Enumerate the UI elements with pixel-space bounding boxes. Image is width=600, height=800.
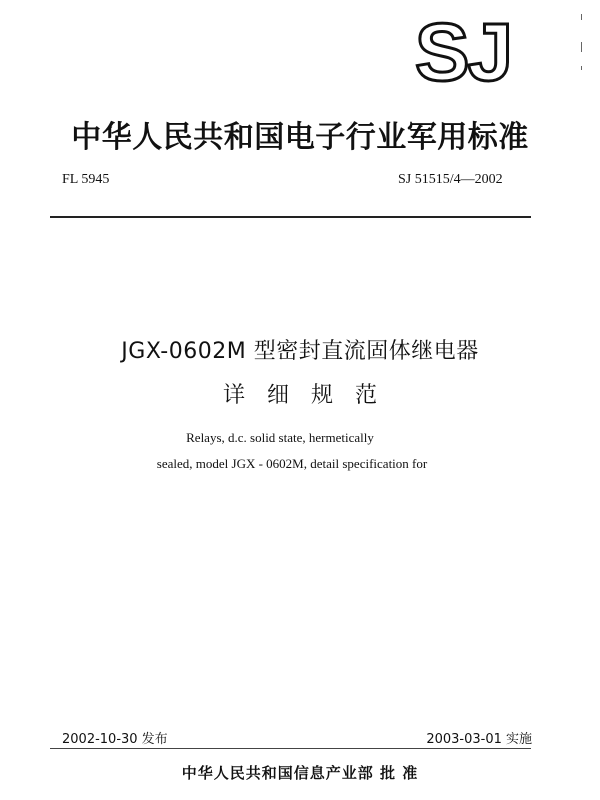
header-rule [50,216,531,218]
document-subtitle-cn: 详细规范 [222,383,399,408]
standard-number: SJ 51515/4—2002 [398,172,503,187]
issue-date: 2002-10-30 发布 [62,732,168,747]
implementation-date: 2003-03-01 实施 [426,732,532,747]
scan-mark [581,14,582,20]
standard-title: 中华人民共和国电子行业军用标准 [71,120,529,155]
sj-logo [404,10,522,88]
document-title-en-line2: sealed, model JGX - 0602M, detail specification for [156,456,428,471]
approving-authority: 中华人民共和国信息产业部 批 准 [181,764,419,782]
footer-rule [50,748,531,749]
scan-mark [581,66,582,70]
scan-mark [581,42,582,52]
fl-code: FL 5945 [62,172,110,187]
document-title-cn: JGX-0602M 型密封直流固体继电器 [121,339,479,364]
logo-text: SJ [414,10,512,88]
document-title-en-line1: Relays, d.c. solid state, hermetically [186,430,374,445]
